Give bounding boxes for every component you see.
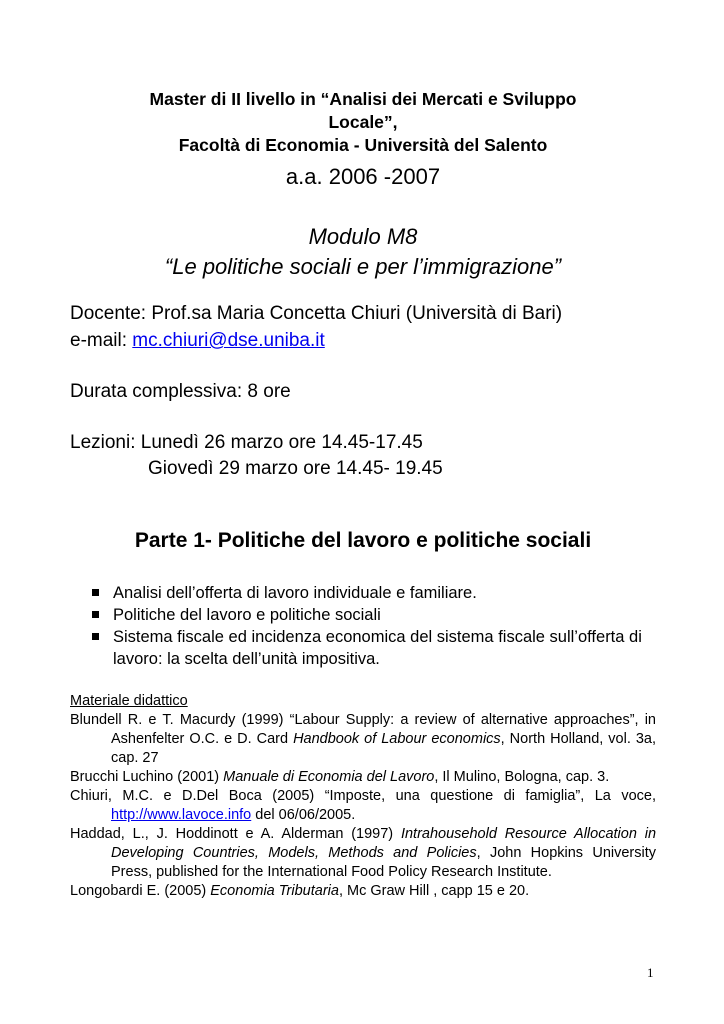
module-title: “Le politiche sociali e per l’immigrazione”: [164, 254, 562, 279]
reference-item: [70, 882, 656, 901]
reference-item: [70, 768, 656, 787]
reference-item: [70, 711, 656, 768]
list-item: [92, 582, 652, 604]
module-code: Modulo M8: [308, 224, 418, 249]
topic-text: Sistema fiscale ed incidenza economica del sistema fiscale sull’offerta di lavoro: la scelta dell’unità impositiva.: [113, 628, 642, 668]
ref-title: Handbook of Labour economics: [293, 731, 501, 747]
email-line: [70, 328, 325, 353]
ref-title: Manuale di Economia del Lavoro: [223, 769, 435, 785]
docente-line: Docente: Prof.sa Maria Concetta Chiuri (Università di Bari): [70, 303, 563, 324]
topic-list: [92, 582, 652, 670]
ref-text: , Il Mulino, Bologna, cap. 3.: [434, 769, 610, 785]
topic-text: Analisi dell’offerta di lavoro individuale e familiare.: [113, 584, 477, 602]
header-line-2: Locale”,: [328, 112, 398, 132]
durata-line: Durata complessiva: 8 ore: [70, 381, 291, 402]
ref-title: Economia Tributaria: [210, 883, 339, 899]
parte-1-title: Parte 1- Politiche del lavoro e politiche sociali: [134, 529, 592, 552]
page-number: 1: [647, 965, 654, 980]
header-line-1: Master di II livello in “Analisi dei Mercati e Sviluppo: [149, 89, 577, 109]
materiale-title: Materiale didattico: [70, 693, 188, 709]
square-bullet-icon: [92, 589, 99, 596]
square-bullet-icon: [92, 611, 99, 618]
course-header: [70, 88, 656, 157]
reference-item: [70, 787, 656, 825]
email-link[interactable]: mc.chiuri@dse.uniba.it: [132, 330, 325, 351]
ref-title: Intrahousehold Resource Allocation in Developing Countries, Models, Methods and Policies: [111, 826, 657, 861]
reference-item: [70, 825, 656, 882]
ref-text: Brucchi Luchino (2001): [70, 769, 224, 785]
header-line-3: Facoltà di Economia - Università del Salento: [178, 135, 548, 155]
lezioni-line-1: Lezioni: Lunedì 26 marzo ore 14.45-17.45: [70, 432, 423, 453]
ref-text: del 06/06/2005.: [251, 807, 356, 823]
email-label: e-mail:: [70, 330, 133, 351]
ref-text: Blundell R. e T. Macurdy (1999) “Labour Supply: a review of alternative approaches”, in Ashenfelter O.C. e D. Card: [70, 712, 656, 747]
square-bullet-icon: [92, 633, 99, 640]
ref-link[interactable]: http://www.lavoce.info: [111, 807, 252, 823]
ref-text: , Mc Graw Hill , capp 15 e 20.: [338, 883, 530, 899]
list-item: [92, 626, 652, 670]
lezioni-line-2: Giovedì 29 marzo ore 14.45- 19.45: [148, 458, 443, 479]
module-heading: [70, 222, 656, 282]
list-item: [92, 604, 652, 626]
ref-text: Longobardi E. (2005): [70, 883, 211, 899]
reference-list: [70, 711, 656, 901]
academic-year: a.a. 2006 -2007: [285, 164, 441, 189]
ref-text: Chiuri, M.C. e D.Del Boca (2005) “Imposte, una questione di famiglia”, La voce,: [70, 788, 656, 804]
ref-text: , North Holland, vol. 3a, cap. 27: [111, 731, 656, 766]
topic-text: Politiche del lavoro e politiche sociali: [113, 606, 381, 624]
ref-text: Haddad, L., J. Hoddinott e A. Alderman (1997): [70, 826, 401, 842]
ref-text: , John Hopkins University Press, published for the International Food Policy Research Institute.: [111, 845, 656, 880]
